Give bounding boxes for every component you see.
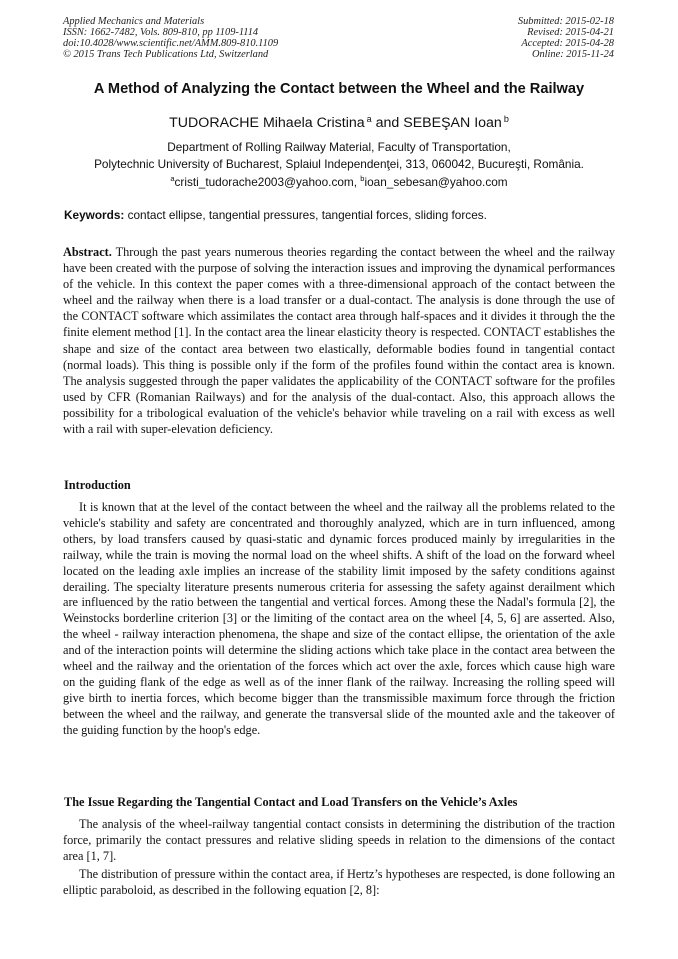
submitted-date: Submitted: 2015-02-18 — [517, 16, 614, 27]
author-1-sup: a — [366, 114, 372, 124]
online-date: Online: 2015-11-24 — [531, 49, 614, 60]
abstract-text: Through the past years numerous theories regarding the contact between the wheel and the railway have been created with the purpose of solving the interaction issues and improving the dynamical performances of the vehicle. In this context the paper comes with a three-dimensional approach of the contact between the wheel and the railway when there is a load transfer or a dual-contact. The analysis is done through the use of the CONTACT software which assimilates the contact area through half-spaces and it divides it through the the finite element method [1]. In the contact area the linear elasticity theory is respected. CONTACT establishes the shape and size of the contact area between two elastically, deformable bodies found in tangential contact (normal loads). This thing is possible only if the form of the profiles found within the contact area is known. The analysis suggested through the paper validates the applicability of the CONTACT software for the profiles used by CFR (Romanian Railways) and for the analysis of the dual-contact. Also, this approach allows the possibility for a tribological evaluation of the vehicle's behavior while traveling on a rail with excess as well with a rail with super-elevation deficiency. — [63, 245, 615, 437]
journal-name: Applied Mechanics and Materials — [63, 16, 205, 27]
accepted-date: Accepted: 2015-04-28 — [521, 38, 614, 49]
email-a-sup: a — [170, 174, 175, 183]
section-2-heading: The Issue Regarding the Tangential Contact and Load Transfers on the Vehicle’s Axles — [64, 795, 518, 809]
introduction-heading: Introduction — [64, 478, 131, 492]
keywords-label: Keywords: — [64, 208, 125, 222]
author-2-sup: b — [503, 114, 509, 124]
email-b[interactable]: ioan_sebesan@yahoo.com — [364, 175, 508, 189]
author-list — [0, 114, 678, 131]
section-2-paragraph-2: The distribution of pressure within the contact area, if Hertz’s hypotheses are respected, is done following an elliptic paraboloid, as described in the following equation [2, 8]: — [63, 867, 615, 897]
journal-header — [63, 16, 278, 60]
keywords-text: contact ellipse, tangential pressures, tangential forces, sliding forces. — [124, 208, 487, 222]
introduction-paragraph: It is known that at the level of the contact between the wheel and the railway all the problems related to the vehicle's stability and safety are concentrated and thoroughly analyzed, which are in turn influenced, among others, by load transfers caused by quasi-static and dynamic forces produced mainly by irregularities in the railway, while the train is moving the normal load on the wheel shifts. A shift of the load on the forward wheel located on the leading axle implies an increase of the stability limit imposed by the safety conditions against derailing. The specialty literature presents numerous criteria for assessing the safety against derailment which are influenced by the ratio between the tangential and vertical forces. Among these the Nadal's formula [2], the Weinstocks borderline criterion [3] or the limiting of the contact area on the wheel [4, 5, 6] are asserted. Also, the wheel - railway interaction phenomena, the shape and size of the contact ellipse, the orientation of the axle and of the interaction points will determine the sliding actions which take place in the contact area between the wheel and the railway and the orientation of the forces which act over the axle, forces which cause high ware on the guiding flank of the edge as well as of the inner flank of the railway. Increasing the rolling speed will give birth to inertia forces, which become bigger than the transmissible maximum force through the friction between the wheel and the railway, and generate the transversal slide of the mounted axle and the takeover of the guiding function by the hoop's edge. — [63, 500, 615, 737]
dates-header — [518, 16, 614, 60]
journal-issn: ISSN: 1662-7482, Vols. 809-810, pp 1109-1114 — [63, 27, 259, 38]
keywords — [64, 208, 624, 222]
affiliation — [0, 139, 678, 173]
section-2-paragraph-1: The analysis of the wheel-railway tangential contact consists in determining the distribution of the traction force, primarily the contact pressures and relative sliding speeds in relation to the dimensions of the contact area [1, 7]. — [63, 817, 615, 863]
abstract-label: Abstract. — [63, 245, 112, 259]
email-b-sup: b — [360, 174, 365, 183]
email-a[interactable]: cristi_tudorache2003@yahoo.com, — [174, 175, 361, 189]
affiliation-line-2: Polytechnic University of Bucharest, Splaiul Independenţei, 313, 060042, Bucureşti, România. — [94, 157, 584, 171]
journal-copyright: © 2015 Trans Tech Publications Ltd, Switzerland — [63, 49, 269, 60]
author-1: TUDORACHE Mihaela Cristina — [169, 115, 365, 131]
journal-doi[interactable]: doi:10.4028/www.scientific.net/AMM.809-810.1109 — [63, 38, 279, 49]
abstract — [63, 244, 615, 437]
author-separator: and — [371, 115, 404, 131]
paper-title: A Method of Analyzing the Contact between the Wheel and the Railway — [93, 81, 585, 97]
author-2: SEBEŞAN Ioan — [403, 115, 502, 131]
author-emails — [0, 174, 678, 189]
affiliation-line-1: Department of Rolling Railway Material, Faculty of Transportation, — [167, 140, 511, 154]
revised-date: Revised: 2015-04-21 — [527, 27, 614, 38]
